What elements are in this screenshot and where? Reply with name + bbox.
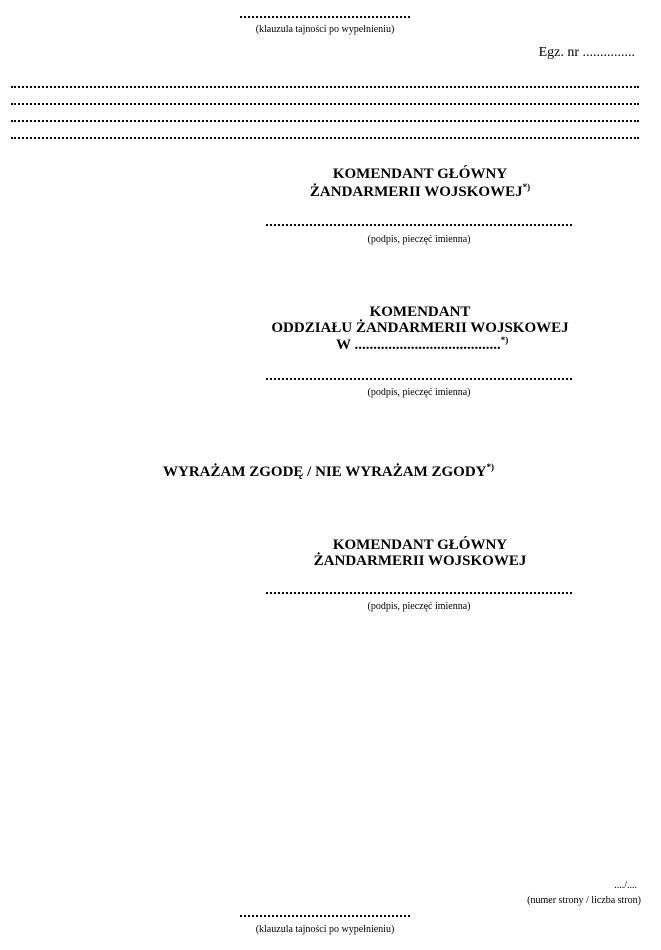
page-number[interactable]: ..../.... xyxy=(614,880,637,891)
block3-signature-caption: (podpis, pieczęć imienna) xyxy=(367,601,471,612)
block1-title-line2 xyxy=(270,184,570,201)
address-line-3[interactable] xyxy=(11,120,639,122)
top-clause-caption: (klauzula tajności po wypełnieniu) xyxy=(255,24,395,35)
address-line-4[interactable] xyxy=(11,137,639,139)
block3-title-line1: KOMENDANT GŁÓWNY xyxy=(332,537,508,553)
block1-footnote-mark: *) xyxy=(522,182,531,192)
block1-title-line1: KOMENDANT GŁÓWNY xyxy=(332,166,508,182)
copy-number[interactable]: Egz. nr ............... xyxy=(538,45,635,60)
block2-title-line3 xyxy=(336,337,508,354)
bottom-clause-line[interactable] xyxy=(240,915,410,917)
block2-location-field[interactable]: W ....................................... xyxy=(336,337,501,353)
block2-title-line1: KOMENDANT xyxy=(369,304,471,320)
block3-title-line2: ŻANDARMERII WOJSKOWEJ xyxy=(313,553,527,569)
block3-signature-line[interactable] xyxy=(266,592,572,594)
block2-signature-caption: (podpis, pieczęć imienna) xyxy=(367,387,471,398)
block2-footnote-mark: *) xyxy=(500,335,509,345)
address-line-2[interactable] xyxy=(11,103,639,105)
block2-signature-line[interactable] xyxy=(266,378,572,380)
block2-title-line2: ODDZIAŁU ŻANDARMERII WOJSKOWEJ xyxy=(271,320,569,336)
top-clause-line[interactable] xyxy=(240,16,410,18)
block1-title-text: ŻANDARMERII WOJSKOWEJ xyxy=(309,184,523,200)
address-line-1[interactable] xyxy=(11,86,639,88)
block1-signature-caption: (podpis, pieczęć imienna) xyxy=(367,234,471,245)
consent-footnote-mark: *) xyxy=(486,462,494,472)
page-number-caption: (numer strony / liczba stron) xyxy=(527,895,641,906)
consent-statement[interactable] xyxy=(163,464,494,481)
bottom-clause-caption: (klauzula tajności po wypełnieniu) xyxy=(255,924,395,935)
block1-signature-line[interactable] xyxy=(266,224,572,226)
consent-text: WYRAŻAM ZGODĘ / NIE WYRAŻAM ZGODY xyxy=(163,464,487,480)
